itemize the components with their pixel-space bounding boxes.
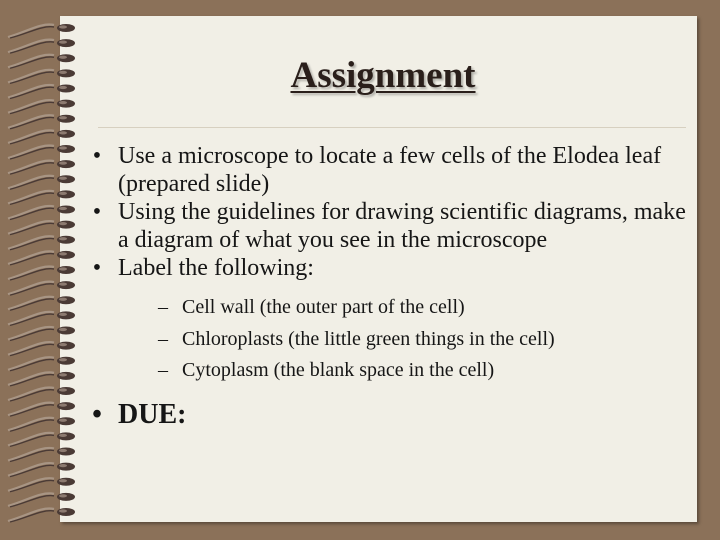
bullet-marker: • xyxy=(92,143,102,169)
binding-ring-icon xyxy=(8,357,75,371)
binding-ring-icon xyxy=(8,160,75,174)
binding-ring-icon xyxy=(8,24,75,38)
bullet-text: Use a microscope to locate a few cells of the Elodea leaf (prepared slide) xyxy=(118,143,662,197)
bullet-list xyxy=(86,142,686,431)
binding-ring-icon xyxy=(8,206,75,220)
bullet-marker: • xyxy=(92,199,102,225)
sub-item-text: Cytoplasm (the blank space in the cell) xyxy=(182,359,495,381)
label-sub-list xyxy=(118,292,686,387)
binding-ring-icon xyxy=(8,69,75,83)
binding-ring-icon xyxy=(8,145,75,159)
dash-marker: – xyxy=(158,296,168,318)
bullet-item-label xyxy=(86,254,686,387)
binding-ring-icon xyxy=(8,221,75,235)
binding-ring-icon xyxy=(8,190,75,204)
bullet-text: Using the guidelines for drawing scientific diagrams, make a diagram of what you see in the microscope xyxy=(118,199,686,253)
bullet-item-due xyxy=(86,399,686,431)
dash-marker: – xyxy=(158,359,168,381)
bullet-text: Label the following: xyxy=(118,255,314,281)
binding-ring-icon xyxy=(8,417,75,431)
bullet-item-microscope xyxy=(86,142,686,198)
binding-ring-icon xyxy=(8,432,75,446)
binding-ring-icon xyxy=(8,115,75,129)
bullet-item-diagram xyxy=(86,198,686,254)
binding-ring-icon xyxy=(8,327,75,341)
binding-ring-icon xyxy=(8,251,75,265)
binding-ring-icon xyxy=(8,463,75,477)
bullet-marker: • xyxy=(92,398,102,430)
dash-marker: – xyxy=(158,327,168,350)
binding-ring-icon xyxy=(8,311,75,325)
binding-ring-icon xyxy=(8,478,75,492)
sub-item-text: Chloroplasts (the little green things in the cell) xyxy=(182,327,555,350)
binding-ring-icon xyxy=(8,296,75,310)
binding-ring-icon xyxy=(8,342,75,356)
slide-title: Assignment xyxy=(290,55,476,96)
binding-ring-icon xyxy=(8,236,75,250)
binding-ring-icon xyxy=(8,402,75,416)
sub-item-cytoplasm xyxy=(118,355,686,387)
binding-ring-icon xyxy=(8,175,75,189)
binding-ring-icon xyxy=(8,85,75,99)
sub-item-cell-wall xyxy=(118,292,686,324)
binding-ring-icon xyxy=(8,372,75,386)
binding-ring-icon xyxy=(8,387,75,401)
binding-ring-icon xyxy=(8,448,75,462)
binding-ring-icon xyxy=(8,266,75,280)
binding-ring-icon xyxy=(8,39,75,53)
binding-ring-icon xyxy=(8,281,75,295)
title-divider xyxy=(98,127,686,128)
binding-ring-icon xyxy=(8,493,75,507)
bullet-text: DUE: xyxy=(118,398,187,430)
binding-ring-icon xyxy=(8,130,75,144)
sub-item-chloroplasts xyxy=(118,324,686,356)
bullet-marker: • xyxy=(92,255,102,281)
binding-ring-icon xyxy=(8,508,75,522)
binding-ring-icon xyxy=(8,54,75,68)
spiral-binding-icon xyxy=(0,0,90,540)
binding-ring-icon xyxy=(8,100,75,114)
sub-item-text: Cell wall (the outer part of the cell) xyxy=(182,296,465,318)
